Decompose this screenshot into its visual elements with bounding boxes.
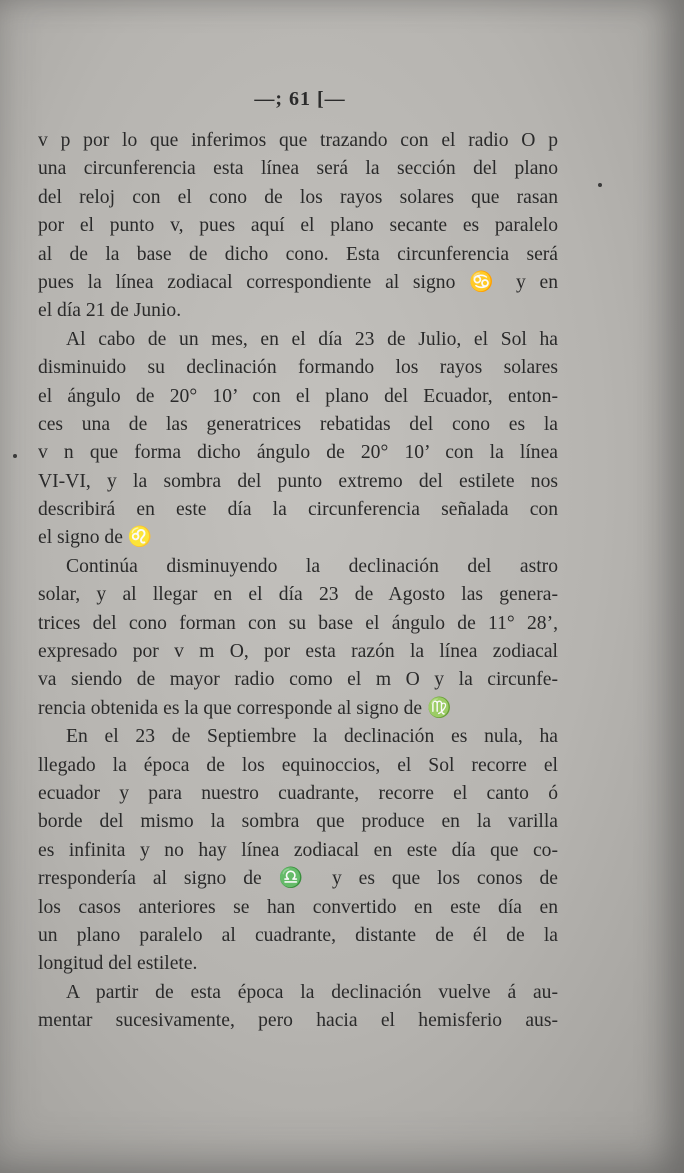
text-line: ces una de las generatrices rebatidas del cono es la: [38, 413, 558, 435]
text-line: longitud del estilete.: [38, 953, 198, 975]
text-line: rencia obtenida es la que corresponde al signo de ♍: [38, 697, 452, 719]
text-line: v p por lo que inferimos que trazando con el radio O p: [38, 130, 558, 151]
text-line: el signo de ♌: [38, 527, 153, 549]
text-line: describirá en este día la circunferencia señalada con: [38, 499, 558, 521]
text-line: del reloj con el cono de los rayos solares que rasan: [38, 186, 558, 208]
text-line: disminuido su declinación formando los rayos solares: [38, 357, 558, 379]
text-line: ecuador y para nuestro cuadrante, recorre el canto ó: [38, 782, 558, 804]
text-line: una circunferencia esta línea será la sección del plano: [38, 158, 558, 180]
text-line: Continúa disminuyendo la declinación del astro: [66, 555, 558, 577]
text-line: Al cabo de un mes, en el día 23 de Julio, el Sol ha: [66, 328, 558, 350]
text-line: los casos anteriores se han convertido en este día en: [38, 896, 558, 918]
text-line: trices del cono forman con su base el ángulo de 11° 28’,: [38, 612, 558, 634]
text-line: va siendo de mayor radio como el m O y la circunfe-: [38, 669, 558, 691]
text-line: pues la línea zodiacal correspondiente al signo ♋ y en: [38, 271, 558, 293]
text-line: llegado la época de los equinoccios, el Sol recorre el: [38, 754, 558, 776]
text-line: es infinita y no hay línea zodiacal en este día que co-: [38, 839, 558, 861]
text-line: el día 21 de Junio.: [38, 300, 182, 322]
text-line: borde del mismo la sombra que produce en la varilla: [38, 811, 558, 833]
body-text: [38, 127, 558, 1036]
text-line: expresado por v m O, por esta razón la línea zodiacal: [38, 641, 558, 663]
text-line: En el 23 de Septiembre la declinación es nula, ha: [66, 726, 558, 748]
text-line: rrespondería al signo de ♎ y es que los conos de: [38, 868, 558, 890]
text-line: A partir de esta época la declinación vuelve á au-: [66, 981, 558, 1003]
text-line: VI-VI, y la sombra del punto extremo del estilete nos: [38, 470, 558, 492]
text-line: un plano paralelo al cuadrante, distante de él de la: [38, 924, 558, 946]
margin-speck: [13, 454, 17, 458]
margin-speck: [598, 183, 602, 187]
text-line: al de la base de dicho cono. Esta circunferencia será: [38, 243, 558, 265]
text-line: el ángulo de 20° 10’ con el plano del Ecuador, enton-: [38, 385, 558, 407]
text-line: mentar sucesivamente, pero hacia el hemisferio aus-: [38, 1010, 558, 1032]
text-line: v n que forma dicho ángulo de 20° 10’ con la línea: [38, 442, 558, 464]
page-number: —; 61 [—: [254, 88, 346, 110]
text-line: solar, y al llegar en el día 23 de Agosto las genera-: [38, 584, 558, 606]
text-line: por el punto v, pues aquí el plano secante es paralelo: [38, 215, 558, 237]
